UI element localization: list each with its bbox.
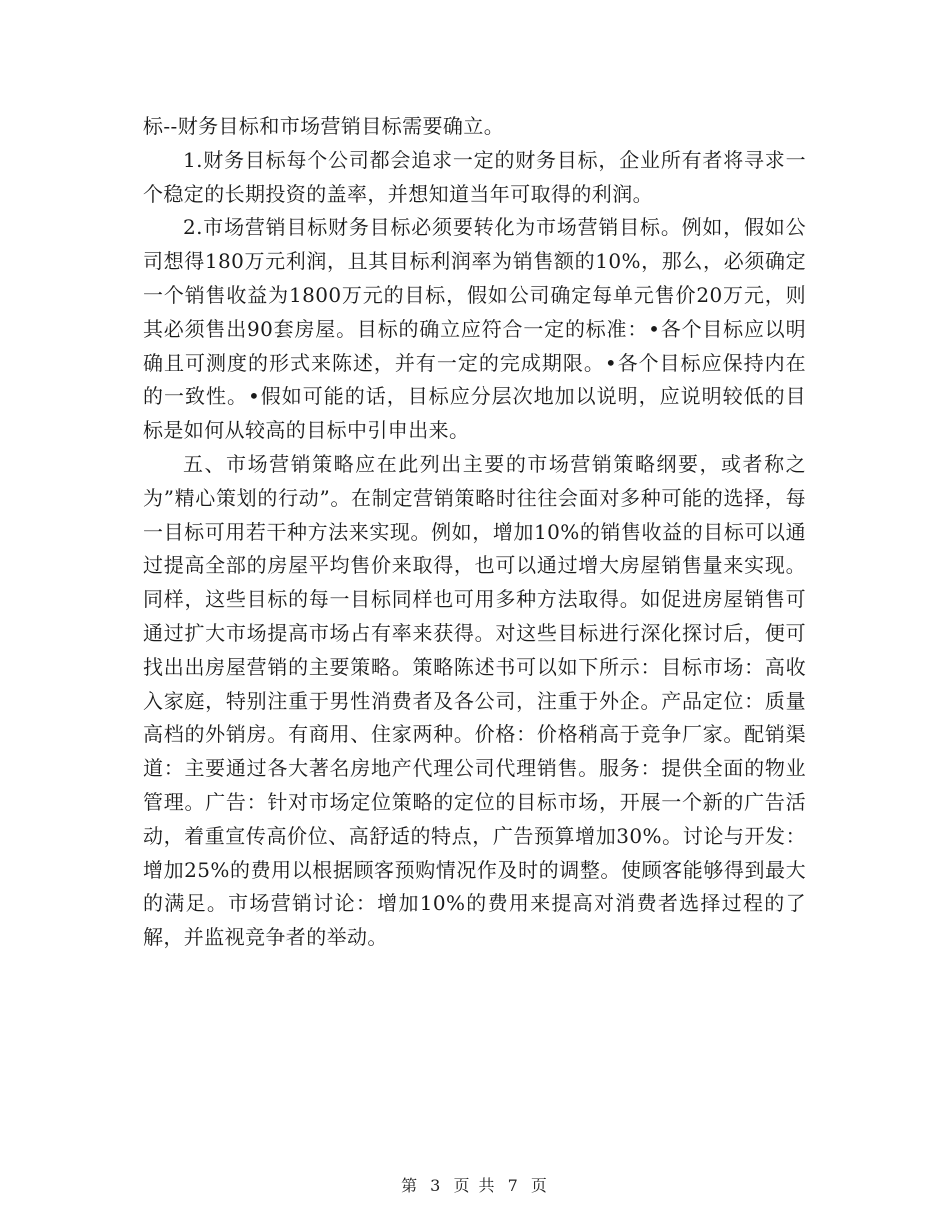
- footer-suffix: 页: [530, 1176, 549, 1195]
- paragraph-intro-tail: 标--财务目标和市场营销目标需要确立。: [143, 114, 505, 138]
- document-body: [143, 110, 806, 955]
- footer-prefix: 第: [401, 1176, 420, 1195]
- page-footer: [0, 1176, 950, 1196]
- footer-middle: 页 共: [453, 1176, 497, 1195]
- footer-current-page: 3: [430, 1176, 443, 1195]
- paragraph-marketing-goal: 2.市场营销目标财务目标必须要转化为市场营销目标。例如，假如公司想得180万元利润，且其目标利润率为销售额的10%，那么，必须确定一个销售收益为1800万元的目标，假如公司确定每单元售价20万元，则其必须售出90套房屋。目标的确立应符合一定的标准：•各个目标应以明确且可测度的形式来陈述，并有一定的完成期限。•各个目标应保持内在的一致性。•假如可能的话，目标应分层次地加以说明，应说明较低的目标是如何从较高的目标中引申出来。: [143, 215, 806, 443]
- paragraph-financial-goal: 1.财务目标每个公司都会追求一定的财务目标，企业所有者将寻求一个稳定的长期投资的盖率，并想知道当年可取得的利润。: [143, 147, 806, 206]
- paragraph-marketing-strategy: 五、市场营销策略应在此列出主要的市场营销策略纲要，或者称之为”精心策划的行动”。在制定营销策略时往往会面对多种可能的选择，每一目标可用若干种方法来实现。例如，增加10%的销售收益的目标可以通过提高全部的房屋平均售价来取得，也可以通过增大房屋销售量来实现。同样，这些目标的每一目标同样也可用多种方法取得。如促进房屋销售可通过扩大市场提高市场占有率来获得。对这些目标进行深化探讨后，便可找出出房屋营销的主要策略。策略陈述书可以如下所示：目标市场：高收入家庭，特别注重于男性消费者及各公司，注重于外企。产品定位：质量高档的外销房。有商用、住家两种。价格：价格稍高于竞争厂家。配销渠道：主要通过各大著名房地产代理公司代理销售。服务：提供全面的物业管理。广告：针对市场定位策略的定位的目标市场，开展一个新的广告活动，着重宣传高价位、高舒适的特点，广告预算增加30%。讨论与开发：增加25%的费用以根据顾客预购情况作及时的调整。使顾客能够得到最大的满足。市场营销讨论：增加10%的费用来提高对消费者选择过程的了解，并监视竞争者的举动。: [143, 451, 806, 950]
- footer-total-pages: 7: [507, 1176, 520, 1195]
